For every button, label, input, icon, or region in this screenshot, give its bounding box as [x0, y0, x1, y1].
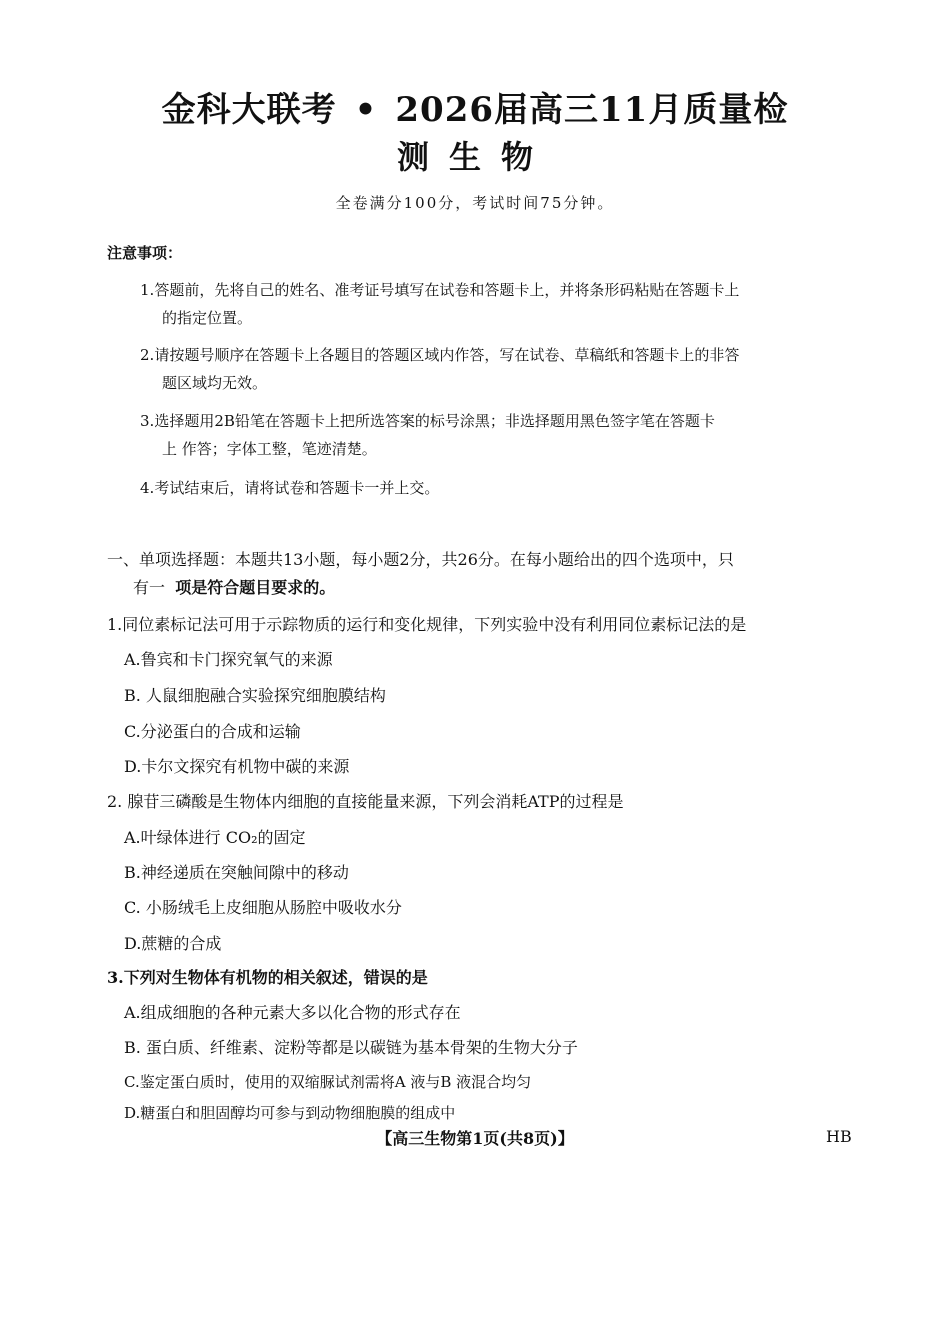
notice-item-1 [140, 276, 852, 332]
notice-num: 2. [140, 346, 155, 364]
notice-text-cont: 题区域均无效。 [162, 374, 268, 392]
notice-text: 考试结束后，请将试卷和答题卡一并上交。 [154, 479, 440, 497]
page-footer-label: 【高三生物第1页(共8页)】 [376, 1129, 574, 1148]
footer-code: HB [826, 1127, 852, 1146]
question-2-option-d: D.蔗糖的合成 [124, 934, 222, 953]
question-2-stem: 2. 腺苷三磷酸是生物体内细胞的直接能量来源，下列会消耗ATP的过程是 [107, 792, 624, 811]
question-3-option-d: D.糖蛋白和胆固醇均可参与到动物细胞膜的组成中 [124, 1104, 456, 1122]
question-2-option-c: C. 小肠绒毛上皮细胞从肠腔中吸收水分 [124, 898, 402, 917]
question-2-option-a: A.叶绿体进行 CO₂的固定 [124, 828, 306, 847]
section-line1: 一、单项选择题：本题共13小题，每小题2分，共26分。在每小题给出的四个选项中，只 [107, 550, 734, 569]
notice-num: 4. [140, 479, 155, 497]
title-part2: 2026届高三11月质量检 [395, 90, 789, 130]
notice-heading: 注意事项： [107, 244, 183, 262]
notice-text: 请按题号顺序在答题卡上各题目的答题区域内作答，写在试卷、草稿纸和答题卡上的非答 [154, 346, 740, 364]
question-3-option-a: A.组成细胞的各种元素大多以化合物的形式存在 [124, 1003, 461, 1022]
notice-text: 答题前，先将自己的姓名、准考证号填写在试卷和答题卡上，并将条形码粘贴在答题卡上 [154, 281, 740, 299]
notice-item-2 [140, 341, 852, 397]
notice-num: 1. [140, 281, 155, 299]
section-line2-pre: 有一 [133, 578, 166, 597]
question-1-option-c: C.分泌蛋白的合成和运输 [124, 722, 301, 741]
question-1-option-a: A.鲁宾和卡门探究氧气的来源 [124, 650, 333, 669]
title-part1: 金科大联考 [161, 90, 337, 130]
section-line2-bold: 项是符合题目要求的。 [175, 578, 336, 597]
question-1-option-d: D.卡尔文探究有机物中碳的来源 [124, 757, 350, 776]
notice-item-4 [140, 474, 852, 502]
question-2-option-b: B.神经递质在突触间隙中的移动 [124, 863, 349, 882]
section-heading [107, 546, 847, 602]
title-dot: • [354, 90, 378, 130]
section-line2 [107, 574, 847, 602]
notice-text-cont: 上 作答；字体工整，笔迹清楚。 [162, 440, 377, 458]
question-3-stem: 3.下列对生物体有机物的相关叙述，错误的是 [107, 968, 428, 987]
notice-text-cont: 的指定位置。 [162, 309, 253, 327]
notice-text: 选择题用2B铅笔在答题卡上把所选答案的标号涂黑；非选择题用黑色签字笔在答题卡 [154, 412, 715, 430]
question-3-option-b: B. 蛋白质、纤维素、淀粉等都是以碳链为基本骨架的生物大分子 [124, 1038, 578, 1057]
exam-title-line2: 测生物 [396, 138, 553, 176]
question-3-option-c: C.鉴定蛋白质时，使用的双缩脲试剂需将A 液与B 液混合均匀 [124, 1073, 532, 1091]
notice-item-3 [140, 407, 852, 463]
question-1-option-b: B. 人鼠细胞融合实验探究细胞膜结构 [124, 686, 386, 705]
question-1-stem: 1.同位素标记法可用于示踪物质的运行和变化规律，下列实验中没有利用同位素标记法的是 [107, 615, 747, 634]
notice-num: 3. [140, 412, 155, 430]
exam-title [0, 82, 950, 131]
exam-subtitle: 全卷满分100分，考试时间75分钟。 [335, 194, 615, 212]
